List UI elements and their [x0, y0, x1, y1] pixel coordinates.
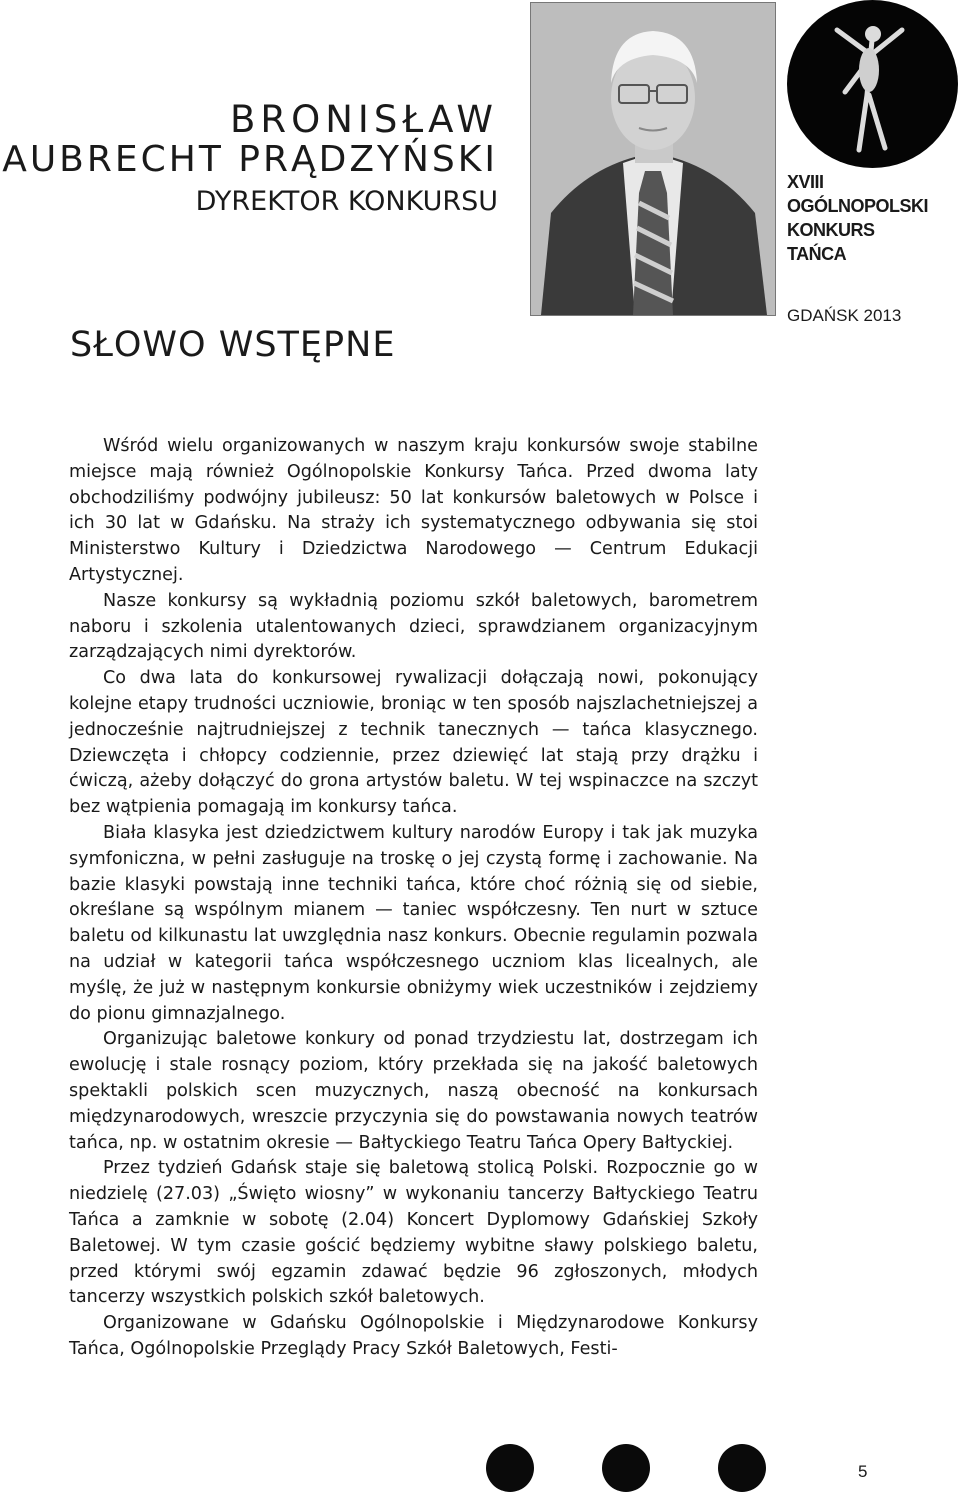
decorative-dot — [718, 1444, 766, 1492]
article-paragraph: Wśród wielu organizowanych w naszym kraju konkursów swoje stabilne miejsce mają również Ogólnopolskie Konkursy Tańca. Przed dwoma laty obchodziliśmy podwójny jubileusz: 50 lat konkursów baletowych w Polsce i ich 30 lat w Gdańsku. Na straży ich systematycznego odbywania się stoi Ministerstwo Kultury i Dziedzictwa Narodowego — Centrum Edukacji Artystycznej. — [69, 436, 758, 585]
ballerina-logo-icon — [787, 0, 958, 168]
article-paragraph: Co dwa lata do konkursowej rywalizacji dołączają nowi, pokonujący kolejne etapy trudności uczniowie, broniąc w ten sposób najszlachetniejszej a jednocześnie najtrudniejszej z technik tanecznych — tańca klasycznego. Dziewczęta i chłopcy codziennie, przez dziewięć lat stają przy drążku i ćwiczą, ażeby dołączyć do grona artystów baletu. W tej wspinaczce na szczyt bez wątpienia pomagają im konkursy tańca. — [69, 668, 758, 818]
event-title-line: XVIII — [787, 172, 824, 192]
section-title: SŁOWO WSTĘPNE — [70, 325, 396, 365]
author-last-name: AUBRECHT PRĄDZYŃSKI — [2, 139, 498, 180]
article-paragraph: Przez tydzień Gdańsk staje się baletową stolicą Polski. Rozpocznie go w niedzielę (27.03) „Święto wiosny” w wykonaniu tancerzy Bałtyckiego Teatru Tańca a zamknie w sobotę (2.04) Koncert Dyplomowy Gdańskiej Szkoły Baletowej. W tym czasie gościć będziemy wybitne sławy polskiego baletu, przed którymi swój egzamin zdawać będzie 96 zgłoszonych, młodych tancerzy wszystkich polskich szkół baletowych. — [69, 1158, 758, 1308]
event-title — [787, 170, 957, 266]
author-first-name: BRONISŁAW — [230, 98, 498, 141]
author-heading — [2, 100, 498, 224]
decorative-dot — [486, 1444, 534, 1492]
article-body — [69, 434, 758, 1363]
author-role: DYREKTOR KONKURSU — [195, 186, 498, 217]
event-title-line: OGÓLNOPOLSKI — [787, 196, 929, 216]
article-paragraph: Biała klasyka jest dziedzictwem kultury narodów Europy i tak jak muzyka symfoniczna, w pełni zasługuje na troskę o jej czystą formę i zachowanie. Na bazie klasyki powstają inne techniki tańca, które choć różnią się od siebie, określane są wspólnym mianem — taniec współczesny. Ten nurt w sztuce baletu od kilkunastu lat uwzględnia nasz konkurs. Obecnie regulamin pozwala na udział w kategorii tańca współczesnego uczniom klas licealnych, ale myślę, że już w następnym konkursie obniżymy wiek uczestników i zejdziemy do pionu gimnazjalnego. — [69, 822, 758, 1024]
article-paragraph: Nasze konkursy są wykładnią poziomu szkół baletowych, barometrem naboru i szkolenia utalentowanych dzieci, sprawdzianem organizacyjnym zarządzających nimi dyrektorów. — [69, 590, 758, 663]
page-number: 5 — [858, 1462, 868, 1481]
author-portrait-photo — [530, 2, 776, 316]
event-title-line: KONKURS — [787, 220, 875, 240]
article-paragraph: Organizując baletowe konkury od ponad trzydziestu lat, dostrzegam ich ewolucję i stale rosnący poziom, który przekłada się na jakość baletowych spektakli polskich scen muzycznych, naszą obecność na konkursach międzynarodowych, wreszcie przyczynia się do powstawania nowych teatrów tańca, np. w ostatnim okresie — Bałtyckiego Teatru Tańca Opery Bałtyckiej. — [69, 1029, 758, 1153]
event-place-year: GDAŃSK 2013 — [787, 306, 902, 325]
article-paragraph: Organizowane w Gdańsku Ogólnopolskie i Międzynarodowe Konkursy Tańca, Ogólnopolskie Przeglądy Pracy Szkół Baletowych, Festi- — [69, 1313, 758, 1359]
decorative-dot — [602, 1444, 650, 1492]
event-title-line: TAŃCA — [787, 244, 847, 264]
decorative-dots — [486, 1444, 786, 1494]
